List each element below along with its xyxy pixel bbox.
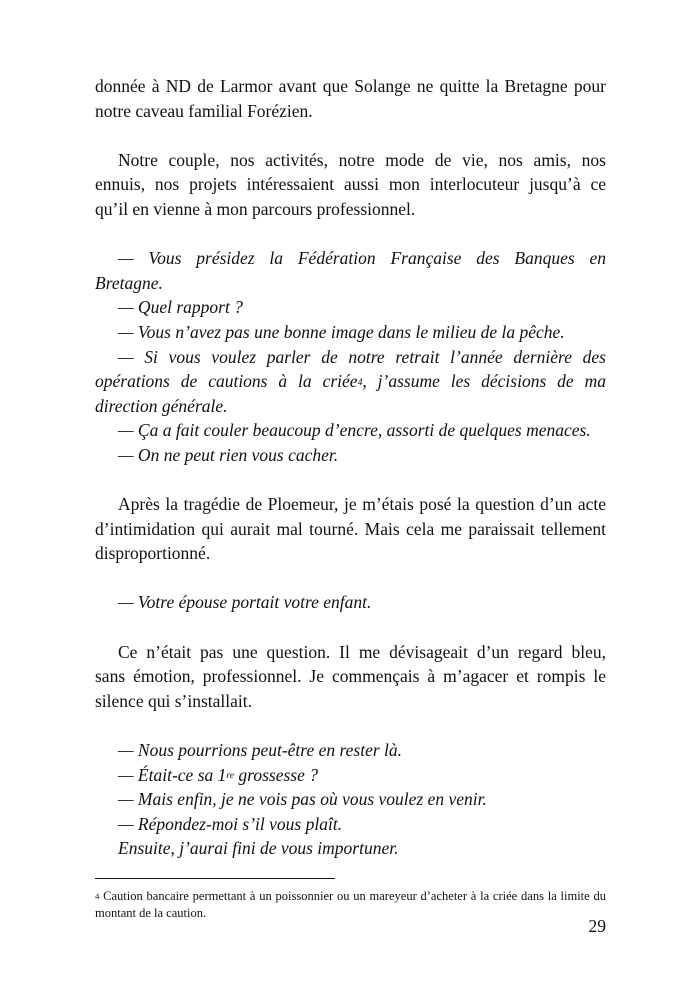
dialogue-block-2 (95, 590, 606, 615)
dialogue-line: Ensuite, j’aurai fini de vous importuner. (118, 838, 399, 859)
dialogue-block-1 (95, 246, 606, 467)
text-line: sans émotion, professionnel. Je commençais à m’agacer et rompis le (95, 666, 606, 687)
dialogue-line (95, 763, 606, 788)
footnote-divider (95, 878, 335, 879)
text-line: Ce n’était pas une question. Il me dévisageait d’un regard bleu, (118, 641, 606, 662)
text-line: Notre couple, nos activités, notre mode de vie, nos amis, nos (118, 149, 606, 170)
dialogue-line: — Quel rapport ? (118, 297, 243, 318)
dialogue-line (95, 369, 606, 394)
text-line: donnée à ND de Larmor avant que Solange ne quitte la Bretagne pour (95, 76, 606, 96)
ordinal-suffix: re (226, 770, 235, 782)
paragraph-4 (95, 640, 606, 714)
footnote-number: 4 (95, 891, 100, 902)
text-line: silence qui s’installait. (95, 690, 252, 711)
text-line: ennuis, nos projets intéressaient aussi mon interlocuteur jusqu’à ce (95, 174, 606, 195)
dialogue-text: opérations de cautions à la criée (95, 371, 358, 392)
text-line: qu’il en vienne à mon parcours professionnel. (95, 198, 416, 219)
dialogue-line: — Répondez-moi s’il vous plaît. (118, 813, 343, 834)
dialogue-text: — Était-ce sa 1 (118, 764, 227, 785)
dialogue-line: — Si vous voulez parler de notre retrait l’année dernière des (118, 346, 606, 367)
dialogue-text: grossesse ? (234, 764, 318, 785)
text-line: disproportionné. (95, 543, 211, 564)
dialogue-line: — Vous n’avez pas une bonne image dans le milieu de la pêche. (118, 321, 565, 342)
dialogue-text: , j’assume les décisions de ma (362, 371, 606, 392)
text-line: Après la tragédie de Ploemeur, je m’étais posé la question d’un acte (118, 494, 606, 515)
footnote (95, 888, 606, 922)
text-line: notre caveau familial Forézien. (95, 100, 313, 121)
dialogue-line: — Vous présidez la Fédération Française des Banques en (118, 248, 606, 269)
paragraph-2 (95, 148, 606, 222)
dialogue-line: — Nous pourrions peut-être en rester là. (118, 740, 403, 761)
paragraph-3 (95, 492, 606, 566)
dialogue-line: direction générale. (95, 395, 228, 416)
dialogue-line: Bretagne. (95, 272, 163, 293)
dialogue-block-3 (95, 738, 606, 861)
text-line: d’intimidation qui aurait mal tourné. Mais cela me paraissait tellement (95, 518, 606, 539)
footnote-ref: 4 (357, 376, 363, 388)
dialogue-line: — Votre épouse portait votre enfant. (118, 592, 372, 613)
dialogue-line: — Mais enfin, je ne vois pas où vous voulez en venir. (118, 789, 487, 810)
dialogue-line: — On ne peut rien vous cacher. (118, 444, 339, 465)
footnote-text: Caution bancaire permettant à un poissonnier ou un mareyeur d’acheter à la criée dans la limite du montant de la caution. (95, 889, 606, 920)
dialogue-line: — Ça a fait couler beaucoup d’encre, assorti de quelques menaces. (118, 420, 591, 441)
page-body (95, 74, 606, 861)
page-number: 29 (588, 916, 606, 936)
paragraph-1 (95, 74, 606, 123)
